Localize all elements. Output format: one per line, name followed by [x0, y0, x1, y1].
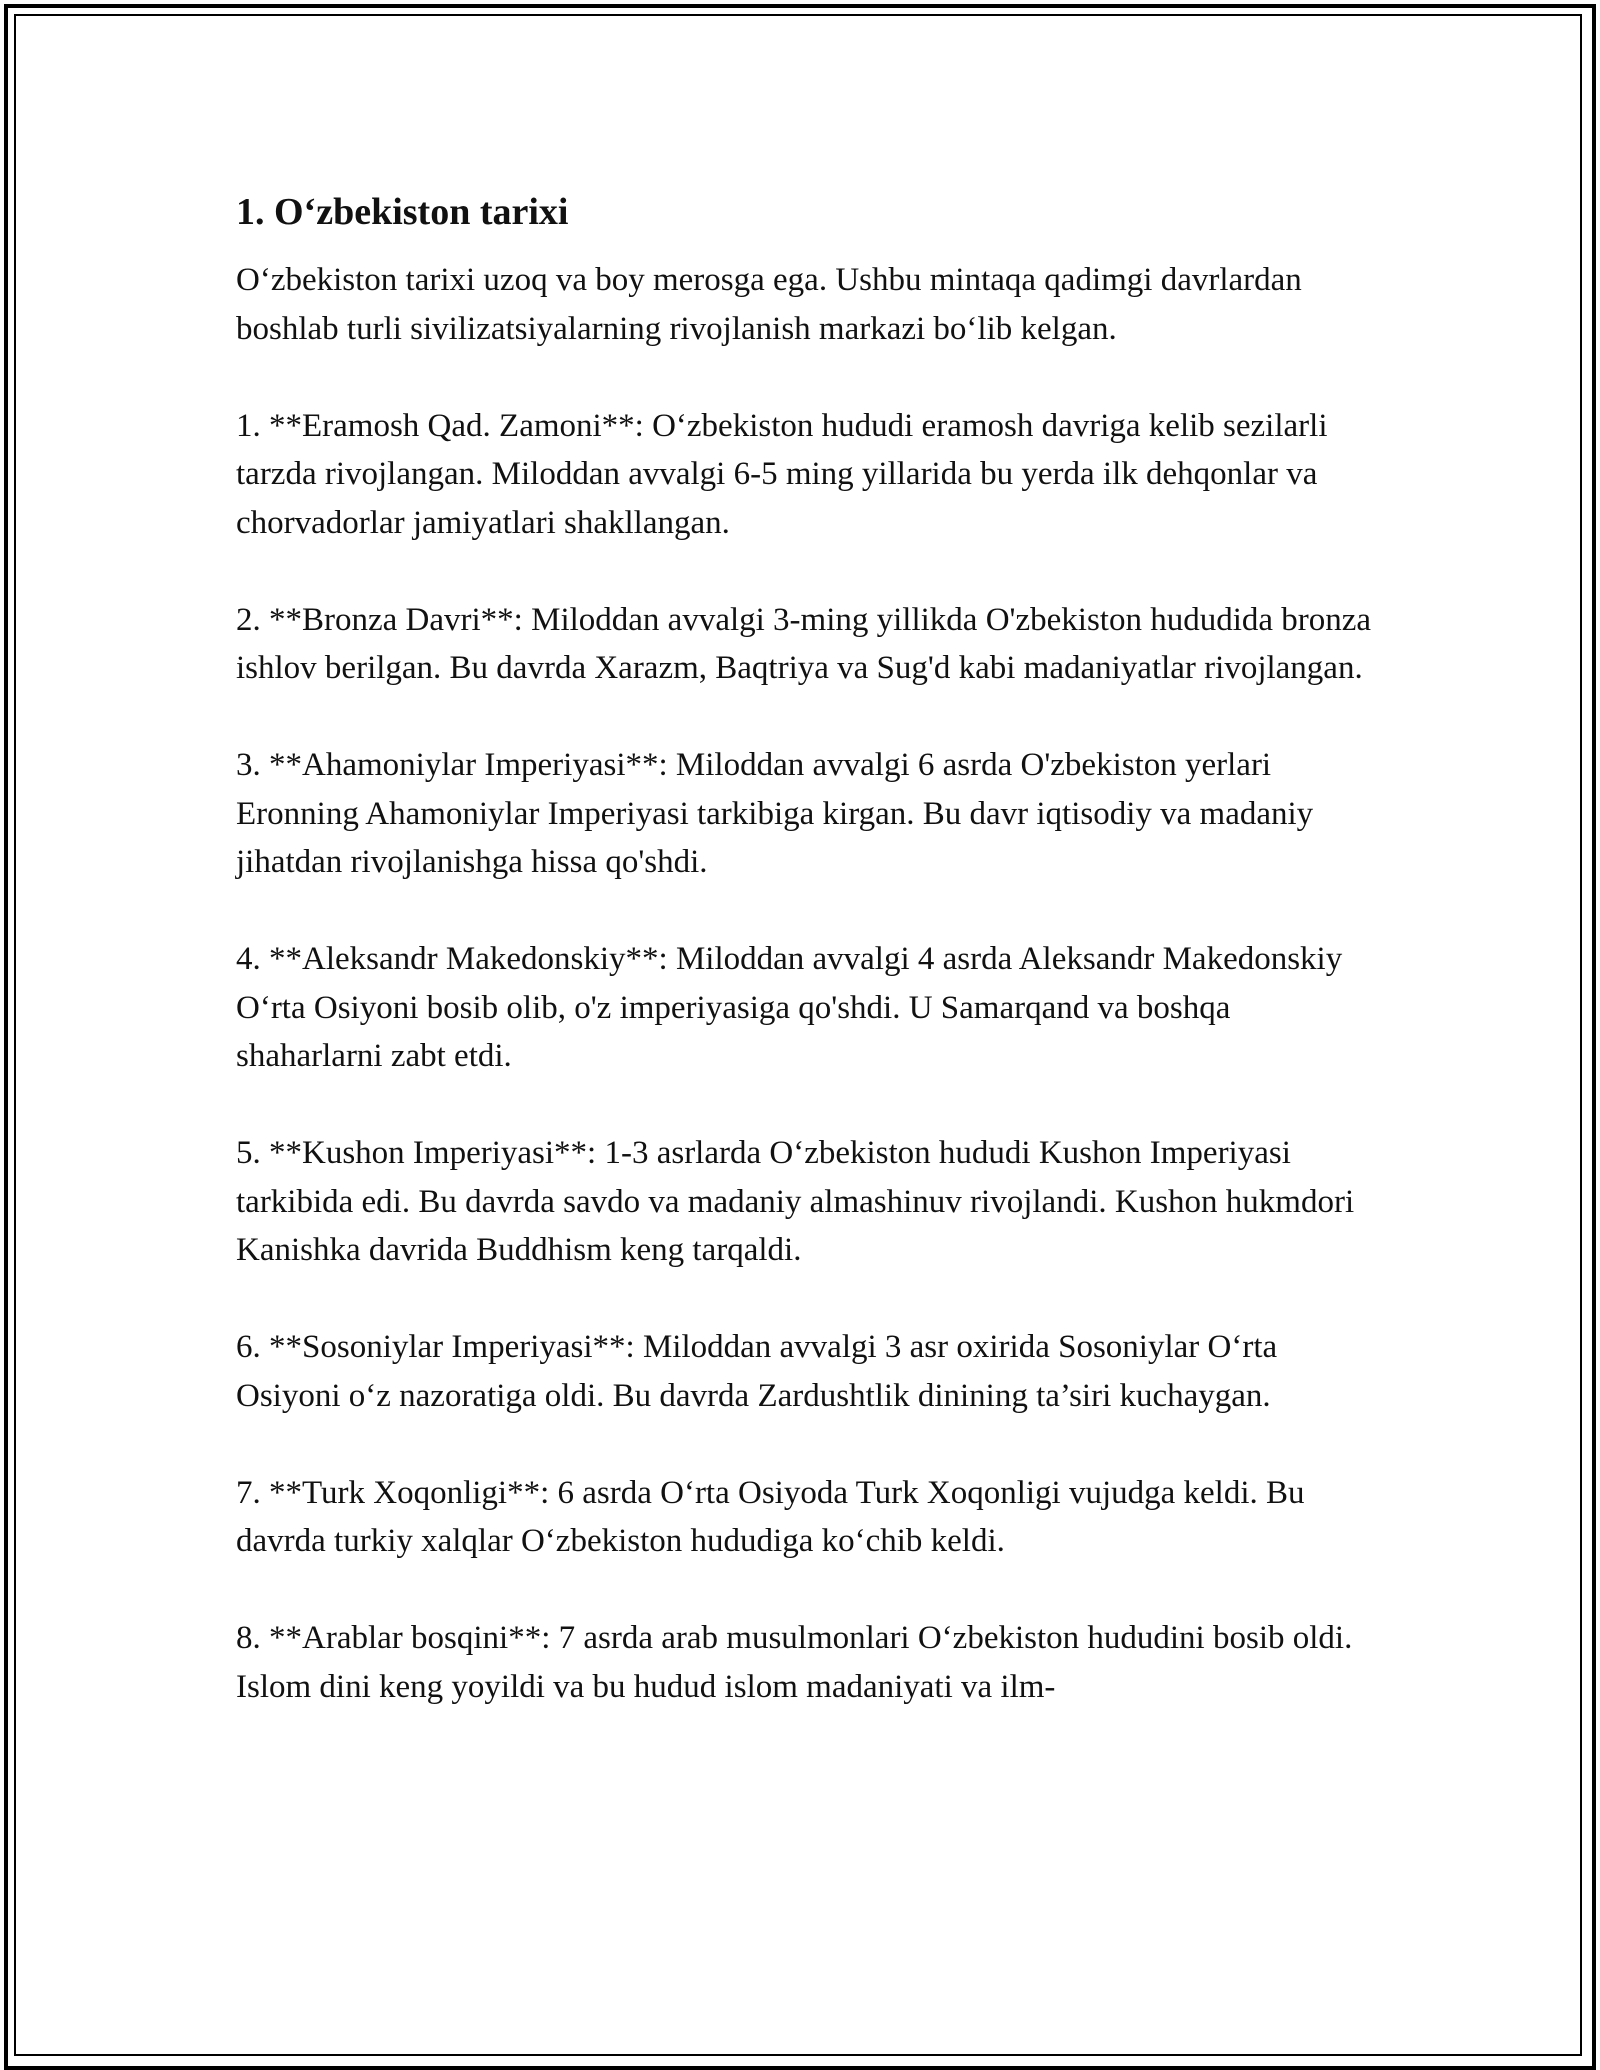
list-item-arablar: 8. **Arablar bosqini**: 7 asrda arab musulmonlari O‘zbekiston hududini bosib oldi. Islom dini keng yoyildi va bu hudud islom madaniyati va ilm- [236, 1620, 1353, 1705]
list-item-ahamoniylar: 3. **Ahamoniylar Imperiyasi**: Miloddan avvalgi 6 asrda O'zbekiston yerlari Eronning Ahamoniylar Imperiyasi tarkibiga kirgan. Bu davr iqtisodiy va madaniy jihatdan rivojlanishga hissa qo'shdi. [236, 747, 1314, 880]
list-item-eramosh: 1. **Eramosh Qad. Zamoni**: O‘zbekiston hududi eramosh davriga kelib sezilarli tarzda rivojlangan. Miloddan avvalgi 6-5 ming yillarida bu yerda ilk dehqonlar va chorvadorlar jamiyatlari shakllangan. [236, 407, 1328, 541]
list-item-bronza-davri: 2. **Bronza Davri**: Miloddan avvalgi 3-ming yillikda O'zbekiston hududida bronza ishlov berilgan. Bu davrda Xarazm, Baqtriya va Sug'd kabi madaniyatlar rivojlangan. [236, 601, 1372, 686]
section-heading: 1. O‘zbekiston tarixi [236, 191, 569, 233]
list-item-sosoniylar: 6. **Sosoniylar Imperiyasi**: Miloddan avvalgi 3 asr oxirida Sosoniylar O‘rta Osiyoni o‘z nazoratiga oldi. Bu davrda Zardushtlik dinining ta’siri kuchaygan. [236, 1329, 1278, 1414]
list-item-kushon: 5. **Kushon Imperiyasi**: 1-3 asrlarda O‘zbekiston hududi Kushon Imperiyasi tarkibida edi. Bu davrda savdo va madaniy almashinuv rivojlandi. Kushon hukmdori Kanishka davrida Buddhism keng tarqaldi. [236, 1135, 1355, 1268]
document-body [236, 186, 1376, 1760]
list-item-turk-xoqonligi: 7. **Turk Xoqonligi**: 6 asrda O‘rta Osiyoda Turk Xoqonligi vujudga keldi. Bu davrda turkiy xalqlar O‘zbekiston hududiga ko‘chib keldi. [236, 1474, 1305, 1559]
intro-paragraph: O‘zbekiston tarixi uzoq va boy merosga ega. Ushbu mintaqa qadimgi davrlardan boshlab turli sivilizatsiyalarning rivojlanish markazi bo‘lib kelgan. [236, 262, 1302, 347]
list-item-aleksandr: 4. **Aleksandr Makedonskiy**: Miloddan avvalgi 4 asrda Aleksandr Makedonskiy O‘rta Osiyoni bosib olib, o'z imperiyasiga qo'shdi. U Samarqand va boshqa shaharlarni zabt etdi. [236, 941, 1343, 1074]
